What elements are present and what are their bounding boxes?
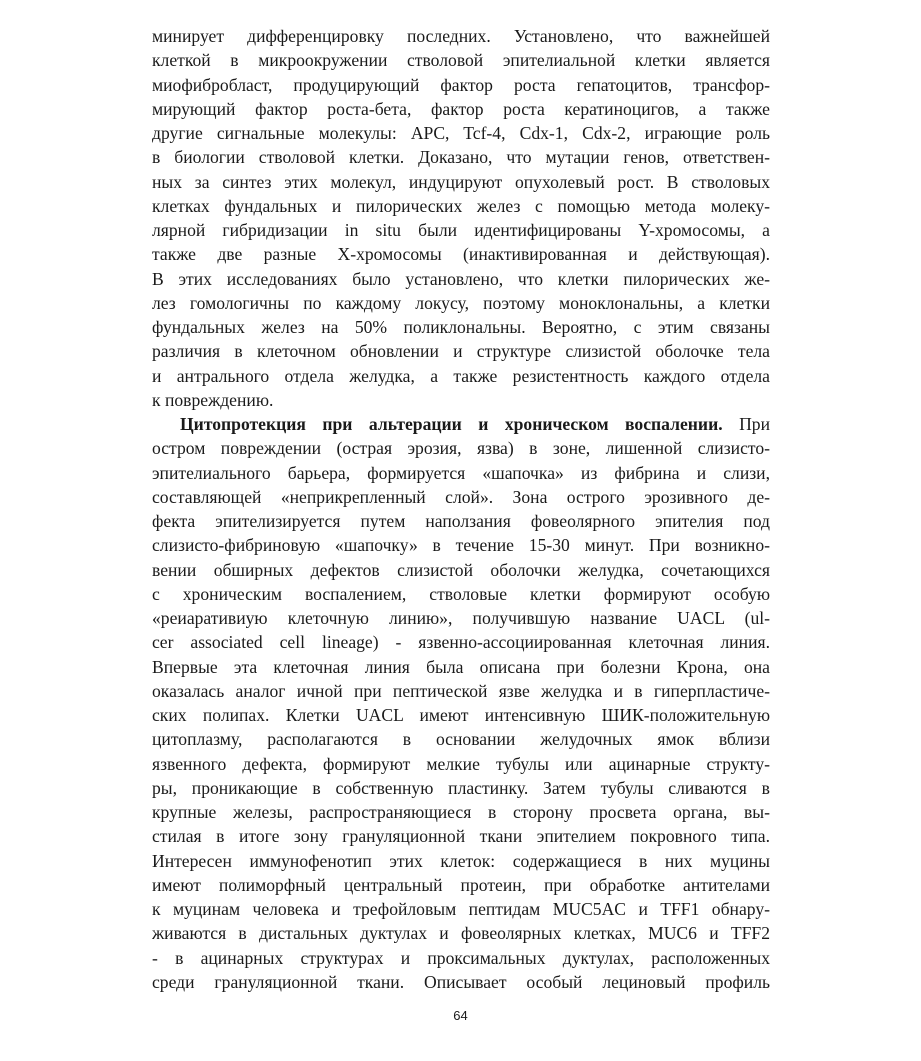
- text-line: имеют полиморфный центральный протеин, при обработке антителами: [152, 874, 770, 895]
- text-line: к муцинам человека и трефойловым пептидам MUC5AC и TFF1 обнару-: [152, 899, 770, 919]
- text-line: стилая в итоге зону грануляционной ткани эпителием покровного типа.: [152, 826, 770, 847]
- text-line: мирующий фактор роста-бета, фактор роста кератиноцигов, а также: [152, 98, 770, 119]
- text-line: вении обширных дефектов слизистой оболочки желудка, сочетающихся: [152, 559, 770, 580]
- page-body: [152, 24, 770, 994]
- page-number: 64: [453, 1008, 468, 1023]
- text-line: слизисто-фибриновую «шапочку» в течение 15-30 минут. При возникно-: [152, 535, 770, 556]
- section-heading: Цитопротекция при альтерации и хроническом воспалении.: [180, 414, 723, 434]
- text-line: эпителиального барьера, формируется «шапочка» из фибрина и слизи,: [152, 462, 770, 483]
- text-line: крупные железы, распространяющиеся в сторону просвета органа, вы-: [152, 802, 770, 822]
- text-line: и антрального отдела желудка, а также резистентность каждого отдела: [152, 365, 770, 386]
- text-line: язвенного дефекта, формируют мелкие тубулы или ацинарные структу-: [152, 753, 770, 774]
- text-line: живаются в дистальных дуктулах и фовеолярных клетках, MUC6 и TFF2: [152, 923, 770, 944]
- text-line: клетках фундальных и пилорических желез с помощью метода молеку-: [152, 195, 770, 216]
- paragraph-1: [152, 24, 770, 412]
- text-line: лярной гибридизации in situ были идентифицированы Y-хромосомы, а: [152, 220, 770, 240]
- text-line: лез гомологичны по каждому локусу, поэтому моноклональны, а клетки: [152, 292, 770, 313]
- text-line: cer associated cell lineage) - язвенно-ассоциированная клеточная линия.: [152, 632, 770, 653]
- text-line-with-heading: [152, 412, 770, 436]
- text-line: оказалась аналог ичной при пептической язве желудка и в гиперпластиче-: [152, 680, 770, 701]
- text-line: среди грануляционной ткани. Описывает особый лециновый профиль: [152, 971, 770, 992]
- text-line: в биологии стволовой клетки. Доказано, что мутации генов, ответствен-: [152, 147, 770, 168]
- text-line: Впервые эта клеточная линия была описана при болезни Крона, она: [152, 656, 770, 677]
- text-line: составляющей «неприкрепленный слой». Зона острого эрозивного де-: [152, 486, 770, 507]
- text-line: остром повреждении (острая эрозия, язва) в зоне, лишенной слизисто-: [152, 438, 770, 459]
- text-line: ных за синтез этих молекул, индуцируют опухолевый рост. В стволовых: [152, 171, 770, 192]
- text-line: цитоплазму, располагаются в основании желудочных ямок вблизи: [152, 729, 770, 750]
- text-line: с хроническим воспалением, стволовые клетки формируют особую: [152, 583, 770, 604]
- text-line: фундальных желез на 50% поликлональны. Вероятно, с этим связаны: [152, 317, 770, 337]
- heading-continuation: При: [722, 414, 770, 434]
- text-line: ских полипах. Клетки UACL имеют интенсивную ШИК-положительную: [152, 705, 770, 725]
- text-line: Интересен иммунофенотип этих клеток: содержащиеся в них муцины: [152, 850, 770, 871]
- text-line: минирует дифференцировку последних. Установлено, что важнейшей: [152, 26, 770, 46]
- text-line: другие сигнальные молекулы: APC, Tcf-4, Cdx-1, Cdx-2, играющие роль: [152, 123, 770, 143]
- text-line: «реиаративиую клеточную линию», получившую название UACL (ul-: [152, 608, 770, 628]
- text-line: также две разные X-хромосомы (инактивированная и действующая).: [152, 244, 770, 265]
- paragraph-2: [152, 412, 770, 994]
- text-line: ры, проникающие в собственную пластинку. Затем тубулы сливаются в: [152, 777, 770, 798]
- text-line: миофибробласт, продуцирующий фактор роста гепатоцитов, трансфор-: [152, 74, 770, 95]
- text-line: клеткой в микроокружении стволовой эпителиальной клетки является: [152, 50, 770, 71]
- text-line: - в ацинарных структурах и проксимальных дуктулах, расположенных: [152, 947, 770, 968]
- text-line: фекта эпителизируется путем наползания фовеолярного эпителия под: [152, 511, 770, 531]
- text-line: В этих исследованиях было установлено, что клетки пилорических же-: [152, 268, 770, 289]
- text-line: к повреждению.: [152, 389, 274, 410]
- text-line: различия в клеточном обновлении и структуре слизистой оболочке тела: [152, 341, 770, 362]
